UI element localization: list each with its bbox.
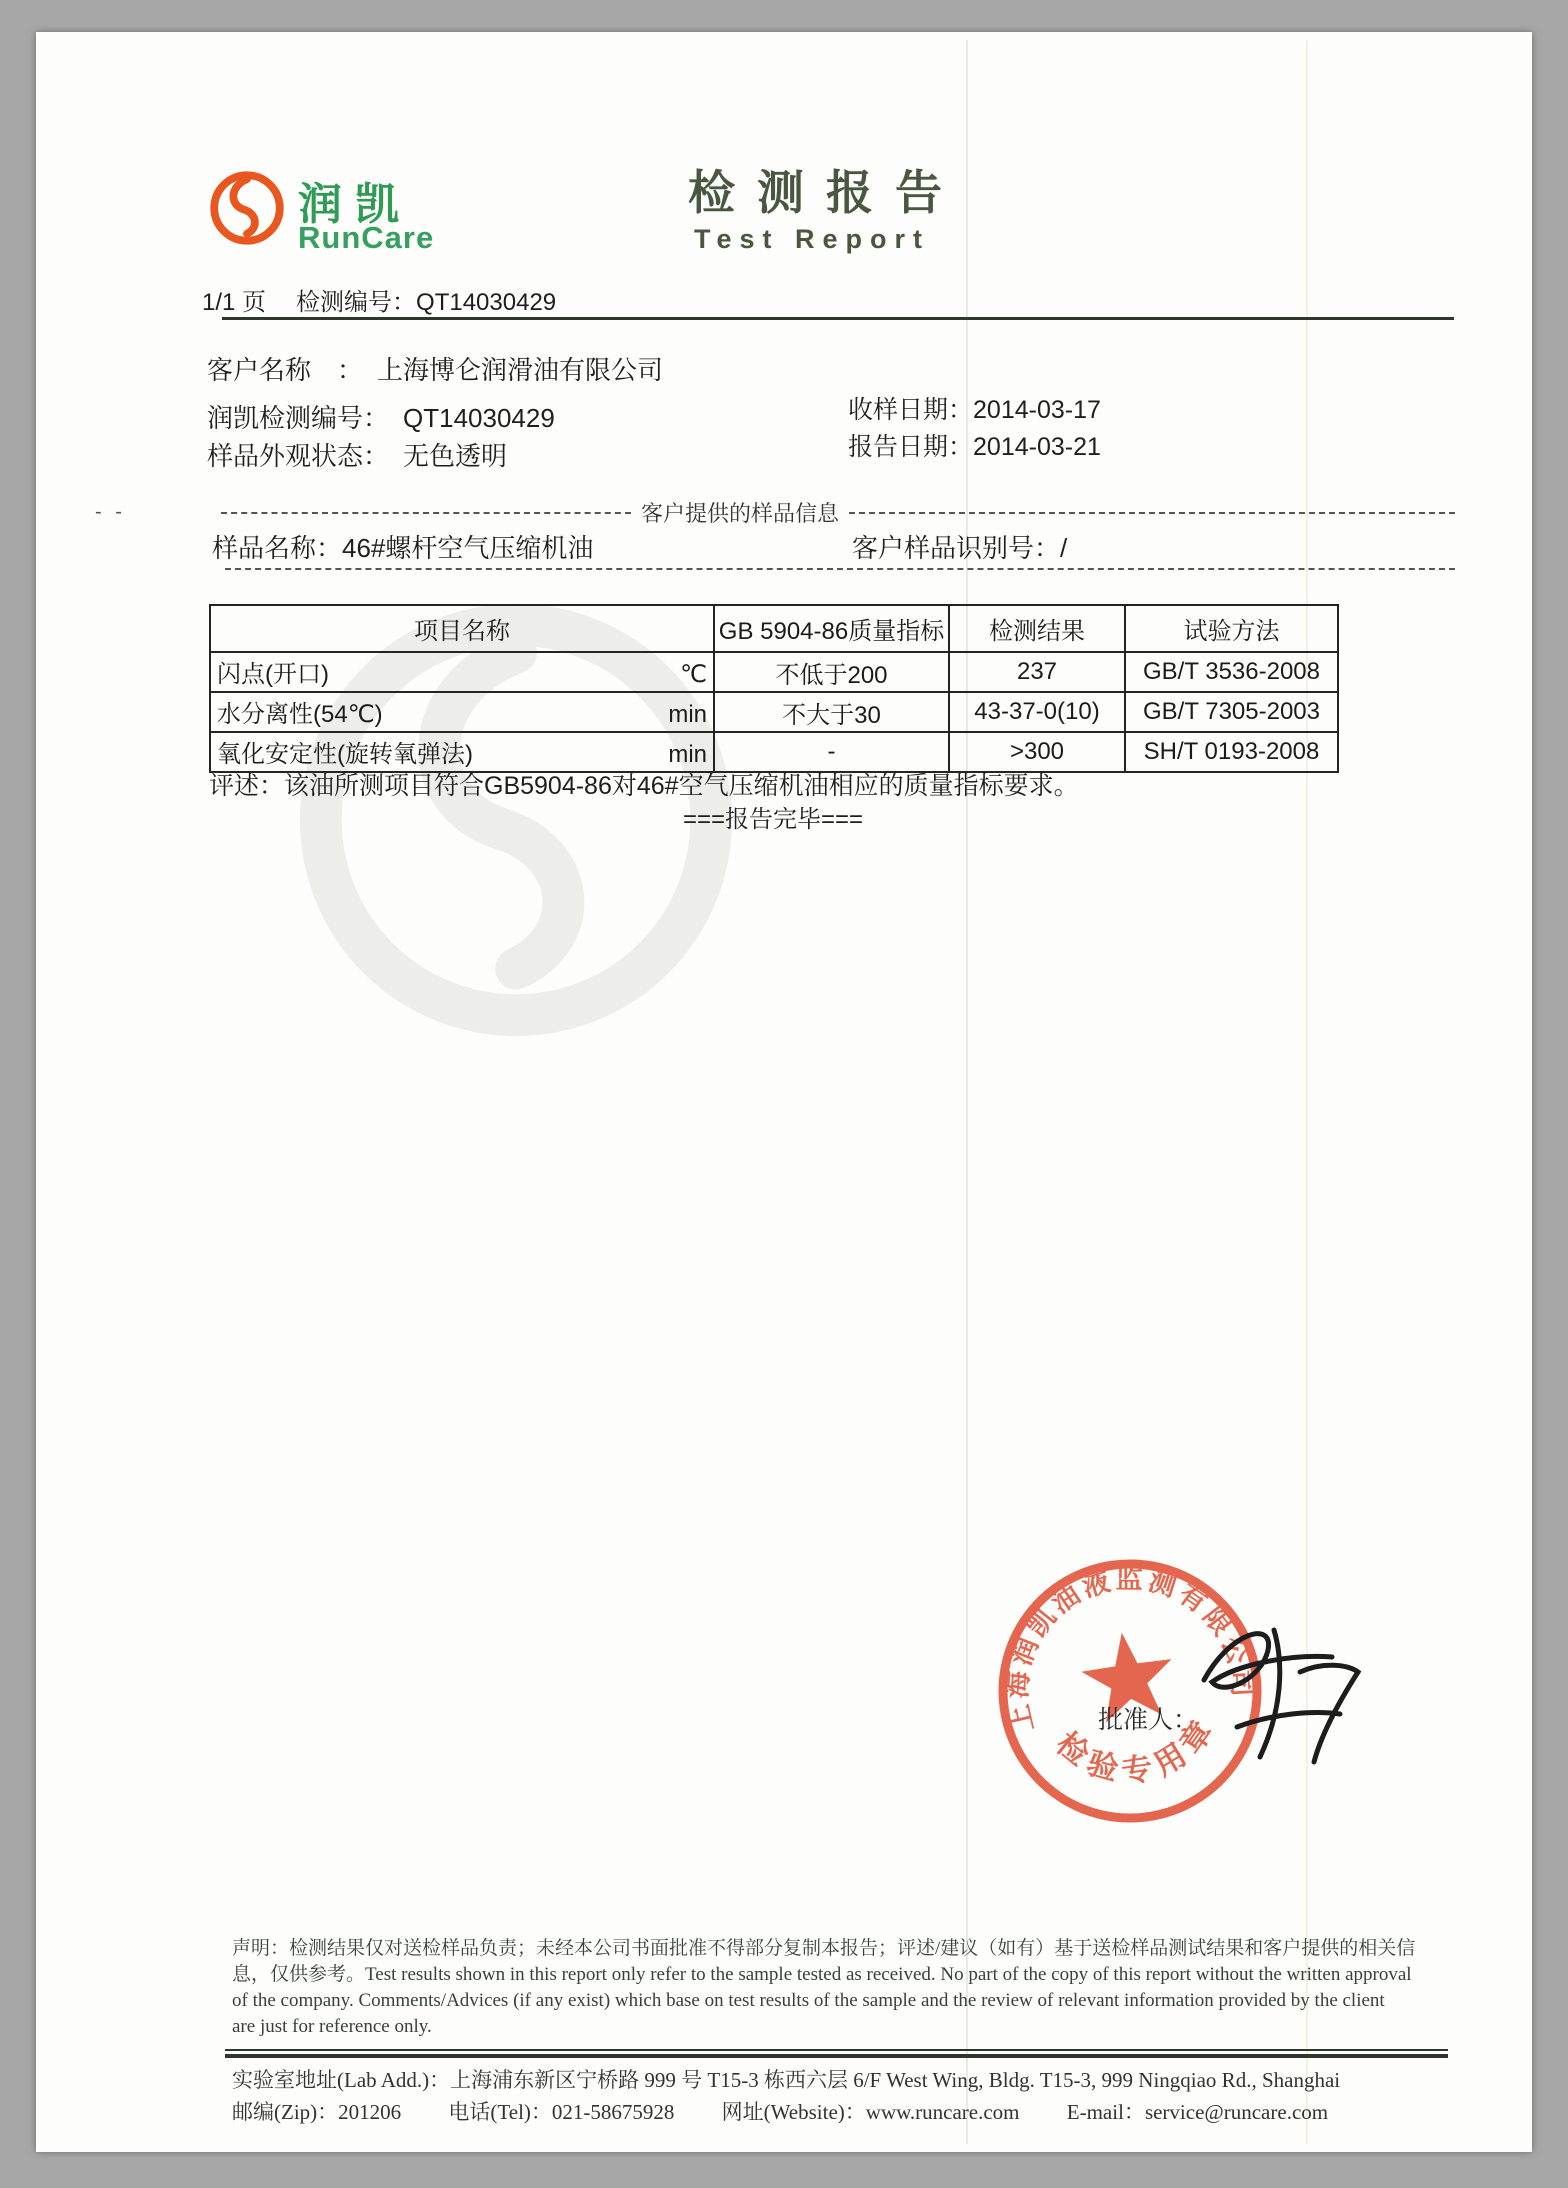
- email-value: service@runcare.com: [1144, 2100, 1329, 2124]
- stamp-subtitle-text: 检验专用章: [1049, 1708, 1225, 1790]
- comment-line: 评述：该油所测项目符合GB5904-86对46#空气压缩机油相应的质量指标要求。: [209, 772, 1079, 800]
- result-value: >300: [949, 732, 1125, 772]
- footer-divider-thick: [225, 2054, 1448, 2058]
- page-info: [202, 282, 556, 317]
- sample-name-label: 样品名称：: [212, 533, 343, 563]
- tel-label: 电话(Tel)：: [448, 2100, 552, 2124]
- col-header-spec: GB 5904-86质量指标: [714, 605, 949, 652]
- method-value: GB/T 7305-2003: [1125, 692, 1338, 732]
- item-name: 水分离性(54℃): [217, 701, 383, 728]
- disclaimer-line: 息，仅供参考。Test results shown in this report only refer to the sample tested as received. No part of the copy of this report without the written approval: [232, 1964, 1412, 1985]
- lab-address-line: 实验室地址(Lab Add.)：上海浦东新区宁桥路 999 号 T15-3 栋西六层 6/F West Wing, Bldg. T15-3, 999 Ningqiao Rd., Shanghai: [232, 2068, 1341, 2092]
- item-unit: ℃: [680, 661, 707, 688]
- sample-section-divider-bottom: [225, 568, 1455, 570]
- report-no-value: QT14030429: [416, 289, 557, 316]
- report-date-label: 报告日期：: [848, 433, 974, 461]
- brand-name-en: RunCare: [298, 220, 435, 255]
- sample-section-title: 客户提供的样品信息: [641, 501, 840, 526]
- appearance-label: 样品外观状态：: [207, 441, 390, 471]
- website-label: 网址(Website)：: [721, 2100, 866, 2124]
- spec-value: 不低于200: [714, 652, 949, 692]
- method-value: GB/T 3536-2008: [1125, 652, 1338, 692]
- item-name: 闪点(开口): [217, 661, 329, 688]
- page-number: 1/1 页: [202, 289, 267, 316]
- report-title-en: Test Report: [694, 224, 931, 254]
- contact-line: [232, 2096, 1328, 2126]
- zip-label: 邮编(Zip)：: [232, 2100, 339, 2124]
- disclaimer-line: of the company. Comments/Advices (if any exist) which base on test results of the sample and the review of relevant information provided by the client: [232, 1990, 1385, 2011]
- report-date-row: [848, 427, 1101, 463]
- item-name: 氧化安定性(旋转氧弹法): [217, 741, 473, 768]
- table-header-row: [210, 605, 1338, 652]
- customer-name-value: 上海博仑润滑油有限公司: [377, 355, 664, 385]
- received-date-row: [848, 390, 1101, 426]
- report-title-cn: 检测报告: [688, 166, 964, 219]
- customer-name-row: [207, 350, 663, 387]
- disclaimer-line: 声明：检测结果仅对送检样品负责；未经本公司书面批准不得部分复制本报告；评述/建议（如有）基于送检样品测试结果和客户提供的相关信: [232, 1938, 1416, 1959]
- tel-value: 021-58675928: [551, 2100, 675, 2124]
- report-date-value: 2014-03-21: [973, 433, 1101, 461]
- scan-crease: [966, 40, 968, 2144]
- sample-name-value: 46#螺杆空气压缩机油: [342, 533, 594, 563]
- report-no-row: [207, 398, 555, 435]
- zip-value: 201206: [338, 2100, 402, 2124]
- appearance-row: [207, 436, 507, 473]
- disclaimer: [232, 1936, 1415, 2040]
- sample-id-label: 客户样品识别号：: [852, 533, 1061, 563]
- table-row: [210, 692, 1338, 732]
- dash-line: [849, 512, 1455, 514]
- runcare-no-label: 润凯检测编号：: [207, 403, 390, 433]
- col-header-method: 试验方法: [1125, 605, 1338, 652]
- dash-line: [221, 512, 631, 514]
- scan-crease-yellow: [1306, 40, 1308, 2144]
- footer-divider-thin: [225, 2049, 1448, 2051]
- sample-id-row: [852, 528, 1067, 565]
- runcare-logo-icon: [208, 166, 286, 250]
- appearance-value: 无色透明: [403, 441, 508, 471]
- col-header-result: 检测结果: [949, 605, 1125, 652]
- sample-id-value: /: [1060, 533, 1068, 563]
- disclaimer-line: are just for reference only.: [232, 2016, 432, 2037]
- results-table: [209, 604, 1339, 773]
- result-value: 237: [949, 652, 1125, 692]
- item-unit: min: [668, 701, 707, 728]
- approver-signature: [1182, 1602, 1367, 1787]
- header-divider: [222, 317, 1454, 320]
- stamp-company-text: 上海润凯油液监测有限公司: [1002, 1564, 1258, 1735]
- stray-dash: - -: [95, 501, 126, 523]
- result-value: 43-37-0(10): [949, 692, 1125, 732]
- customer-name-label: 客户名称 ：: [207, 355, 364, 385]
- table-row: [210, 652, 1338, 692]
- item-unit: min: [668, 741, 707, 768]
- report-end-mark: ===报告完毕===: [682, 806, 864, 833]
- spec-value: 不大于30: [714, 692, 949, 732]
- received-date-value: 2014-03-17: [973, 396, 1101, 424]
- method-value: SH/T 0193-2008: [1125, 732, 1338, 772]
- sample-section-divider-top: [95, 497, 1455, 528]
- brand-name-cn: 润凯: [298, 180, 412, 229]
- email-label: E-mail：: [1066, 2100, 1145, 2124]
- col-header-item: 项目名称: [210, 605, 714, 652]
- approver-label: 批准人：: [1098, 1706, 1199, 1734]
- runcare-no-value: QT14030429: [403, 403, 555, 433]
- received-date-label: 收样日期：: [848, 396, 974, 424]
- report-no-label: 检测编号：: [296, 289, 417, 316]
- sample-name-row: [212, 528, 593, 565]
- website-value: www.runcare.com: [865, 2100, 1020, 2124]
- spec-value: -: [714, 732, 949, 772]
